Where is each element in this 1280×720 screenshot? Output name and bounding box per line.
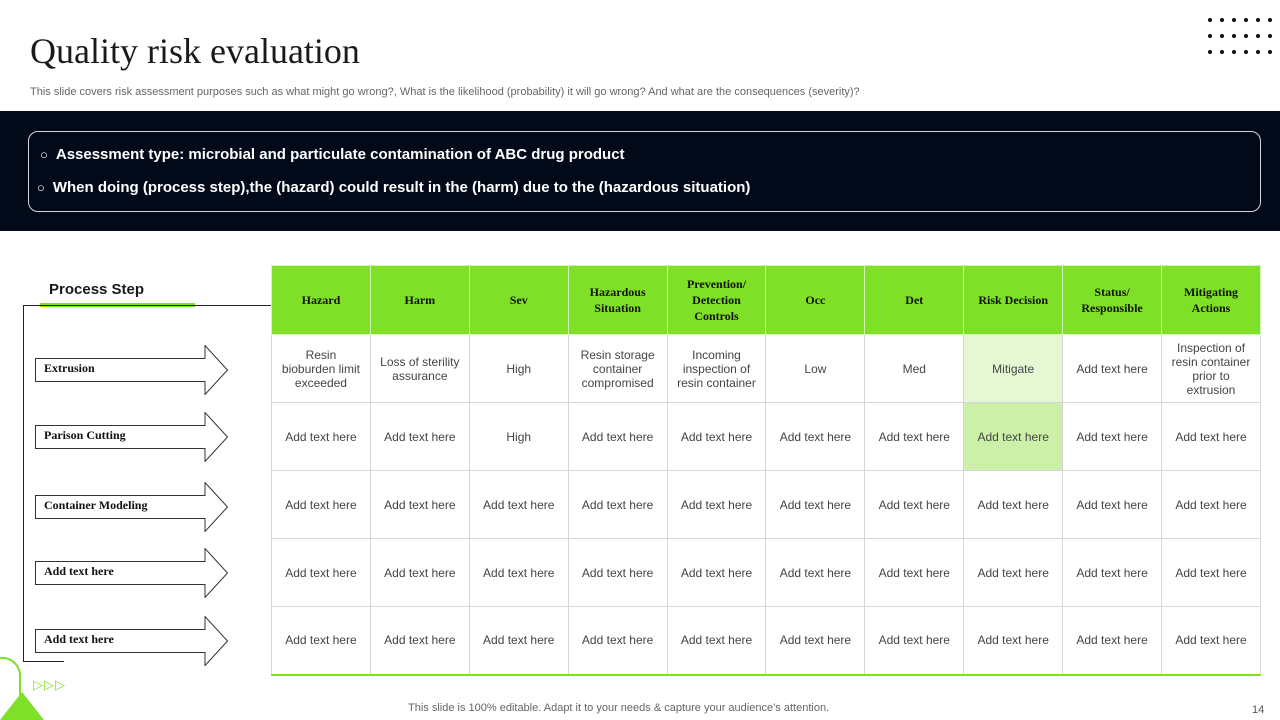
column-header-sev: Sev bbox=[469, 266, 568, 335]
table-cell: High bbox=[469, 335, 568, 403]
assessment-banner bbox=[0, 111, 1280, 231]
risk-decision-cell: Mitigate bbox=[964, 335, 1063, 403]
table-cell: Add text here bbox=[1063, 471, 1162, 539]
column-header-hazard: Hazard bbox=[272, 266, 371, 335]
footer-note: This slide is 100% editable. Adapt it to your needs & capture your audience’s attention. bbox=[408, 702, 830, 714]
table-cell: Resin storage container compromised bbox=[568, 335, 667, 403]
table-cell: Add text here bbox=[865, 403, 964, 471]
table-cell: Add text here bbox=[667, 607, 766, 675]
table-cell: Add text here bbox=[370, 539, 469, 607]
table-row bbox=[272, 471, 1261, 539]
process-step-arrow bbox=[35, 412, 229, 462]
process-step-arrow bbox=[35, 345, 229, 395]
table-row bbox=[272, 403, 1261, 471]
process-step-label: Add text here bbox=[44, 632, 114, 646]
corner-arc-decoration bbox=[0, 656, 30, 696]
process-step-arrow bbox=[35, 548, 229, 598]
table-cell: Add text here bbox=[865, 539, 964, 607]
column-header-hazardous-situation: Hazardous Situation bbox=[568, 266, 667, 335]
table-cell: Add text here bbox=[370, 607, 469, 675]
bullet-circle-icon: ○ bbox=[40, 147, 48, 162]
table-cell: High bbox=[469, 403, 568, 471]
table-cell: Add text here bbox=[469, 471, 568, 539]
table-cell: Add text here bbox=[766, 607, 865, 675]
process-step-heading: Process Step bbox=[49, 281, 145, 298]
table-cell: Add text here bbox=[272, 471, 371, 539]
table-cell: Add text here bbox=[568, 539, 667, 607]
table-cell: Add text here bbox=[865, 471, 964, 539]
table-cell: Add text here bbox=[1063, 335, 1162, 403]
risk-decision-cell: Add text here bbox=[964, 607, 1063, 675]
chevrons-icon: ▷▷▷ bbox=[33, 677, 66, 692]
table-cell: Incoming inspection of resin container bbox=[667, 335, 766, 403]
table-cell: Add text here bbox=[766, 539, 865, 607]
table-cell: Add text here bbox=[1162, 471, 1261, 539]
risk-evaluation-table bbox=[271, 265, 1261, 676]
bullet-circle-icon: ○ bbox=[37, 180, 45, 195]
table-row bbox=[272, 335, 1261, 403]
table-cell: Add text here bbox=[865, 607, 964, 675]
table-cell: Add text here bbox=[1063, 539, 1162, 607]
dot-grid-decoration bbox=[1206, 16, 1280, 60]
table-cell: Add text here bbox=[272, 607, 371, 675]
table-header-row bbox=[272, 266, 1261, 335]
table-cell: Add text here bbox=[1162, 403, 1261, 471]
table-cell: Add text here bbox=[766, 471, 865, 539]
process-step-label: Container Modeling bbox=[44, 498, 148, 512]
risk-decision-cell: Add text here bbox=[964, 403, 1063, 471]
table-row bbox=[272, 607, 1261, 675]
table-cell: Add text here bbox=[370, 403, 469, 471]
table-cell: Loss of sterility assurance bbox=[370, 335, 469, 403]
risk-decision-cell: Add text here bbox=[964, 471, 1063, 539]
table-cell: Resin bioburden limit exceeded bbox=[272, 335, 371, 403]
column-header-occ: Occ bbox=[766, 266, 865, 335]
assessment-type-text: Assessment type: microbial and particulate contamination of ABC drug product bbox=[55, 146, 625, 163]
assessment-bullet-2 bbox=[37, 179, 750, 196]
table-cell: Add text here bbox=[370, 471, 469, 539]
table-row bbox=[272, 539, 1261, 607]
table-cell: Add text here bbox=[272, 539, 371, 607]
table-cell: Add text here bbox=[766, 403, 865, 471]
assessment-box bbox=[28, 131, 1261, 212]
column-header-status-responsible: Status/ Responsible bbox=[1063, 266, 1162, 335]
column-header-risk-decision: Risk Decision bbox=[964, 266, 1063, 335]
table-cell: Low bbox=[766, 335, 865, 403]
process-step-arrow bbox=[35, 482, 229, 532]
table-cell: Add text here bbox=[667, 403, 766, 471]
table-cell: Add text here bbox=[1063, 403, 1162, 471]
table-cell: Inspection of resin container prior to extrusion bbox=[1162, 335, 1261, 403]
assessment-statement-text: When doing (process step),the (hazard) could result in the (harm) due to the (hazardous situation) bbox=[52, 179, 751, 196]
table-cell: Add text here bbox=[667, 539, 766, 607]
column-header-mitigating-actions: Mitigating Actions bbox=[1162, 266, 1261, 335]
table-cell: Add text here bbox=[1162, 607, 1261, 675]
corner-triangle-decoration bbox=[0, 692, 46, 720]
table-cell: Add text here bbox=[568, 607, 667, 675]
assessment-bullet-1 bbox=[40, 146, 625, 163]
slide-subtitle: This slide covers risk assessment purposes such as what might go wrong?, What is the likelihood (probability) it will go wrong? And what are the consequences (severity)? bbox=[30, 86, 860, 98]
table-cell: Add text here bbox=[469, 607, 568, 675]
process-step-label: Add text here bbox=[44, 564, 114, 578]
page-number: 14 bbox=[1252, 704, 1265, 716]
table-cell: Add text here bbox=[667, 471, 766, 539]
process-step-label: Extrusion bbox=[44, 361, 95, 375]
process-step-label: Parison Cutting bbox=[44, 428, 126, 442]
column-header-det: Det bbox=[865, 266, 964, 335]
table-cell: Add text here bbox=[1162, 539, 1261, 607]
table-cell: Add text here bbox=[1063, 607, 1162, 675]
process-step-arrow bbox=[35, 616, 229, 666]
column-header-prevention-detection: Prevention/ Detection Controls bbox=[667, 266, 766, 335]
table-cell: Add text here bbox=[272, 403, 371, 471]
table-cell: Med bbox=[865, 335, 964, 403]
table-cell: Add text here bbox=[568, 403, 667, 471]
table-cell: Add text here bbox=[568, 471, 667, 539]
risk-decision-cell: Add text here bbox=[964, 539, 1063, 607]
column-header-harm: Harm bbox=[370, 266, 469, 335]
table-cell: Add text here bbox=[469, 539, 568, 607]
slide-title: Quality risk evaluation bbox=[30, 31, 360, 71]
